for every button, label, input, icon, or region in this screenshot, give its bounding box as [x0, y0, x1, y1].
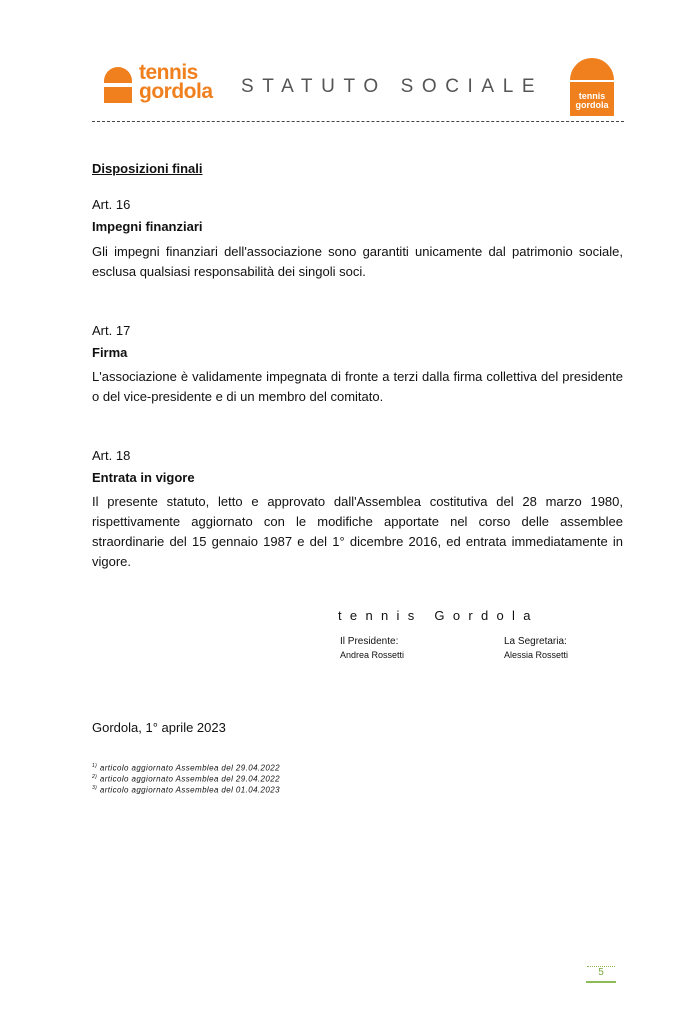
secretary-name: Alessia Rossetti — [504, 650, 569, 660]
footnote: $^{2)}$ articolo aggiornato Assemblea del 29.04.2022 — [92, 774, 280, 784]
page-number: 5 — [598, 967, 604, 978]
logo-right-line1: tennis — [578, 91, 606, 101]
signature-club-name: tennis Gordola — [338, 608, 539, 623]
president-role: Il Presidente: — [340, 636, 399, 647]
header-divider — [92, 121, 624, 122]
logo-arc-icon — [570, 58, 614, 80]
article-number: Art. 18 — [92, 448, 131, 463]
president-name: Andrea Rossetti — [340, 650, 405, 660]
logo-mark-icon — [104, 67, 132, 103]
club-logo-right — [568, 58, 616, 116]
logo-left-line1: tennis — [139, 61, 198, 84]
logo-left-line2: gordola — [139, 80, 213, 103]
article-title: Entrata in vigore — [92, 470, 195, 485]
footnote: $^{3)}$ articolo aggiornato Assemblea del 01.04.2023 — [92, 785, 280, 795]
page-number-bar — [586, 981, 616, 983]
club-logo-left — [104, 63, 224, 109]
article-title: Firma — [92, 345, 128, 360]
place-date: Gordola, 1° aprile 2023 — [92, 720, 226, 735]
article-number: Art. 17 — [92, 323, 131, 338]
secretary-role: La Segretaria: — [504, 636, 567, 647]
section-title: Disposizioni finali — [92, 161, 203, 176]
footnote: $^{1)}$ articolo aggiornato Assemblea del 29.04.2022 — [92, 763, 280, 773]
article-number: Art. 16 — [92, 197, 131, 212]
logo-right-line2: gordola — [575, 100, 609, 110]
article-body: Gli impegni finanziari dell'associazione sono garantiti unicamente dal patrimonio sociale, esclusa qualsiasi responsabilità dei singoli soci. — [92, 244, 623, 279]
article-body: Il presente statuto, letto e approvato dall'Assemblea costitutiva del 28 marzo 1980, rispettivamente aggiornato con le modifiche apportate nel corso delle assemblee straordinarie del 15 gennaio 1987 e del 1° dicembre 2016, ed entrata immediatamente in vigore. — [92, 494, 623, 569]
document-title: STATUTO SOCIALE — [241, 76, 544, 97]
article-title: Impegni finanziari — [92, 219, 203, 234]
article-body: L'associazione è validamente impegnata di fronte a terzi dalla firma collettiva del presidente o del vice-presidente e di un membro del comitato. — [92, 369, 623, 404]
